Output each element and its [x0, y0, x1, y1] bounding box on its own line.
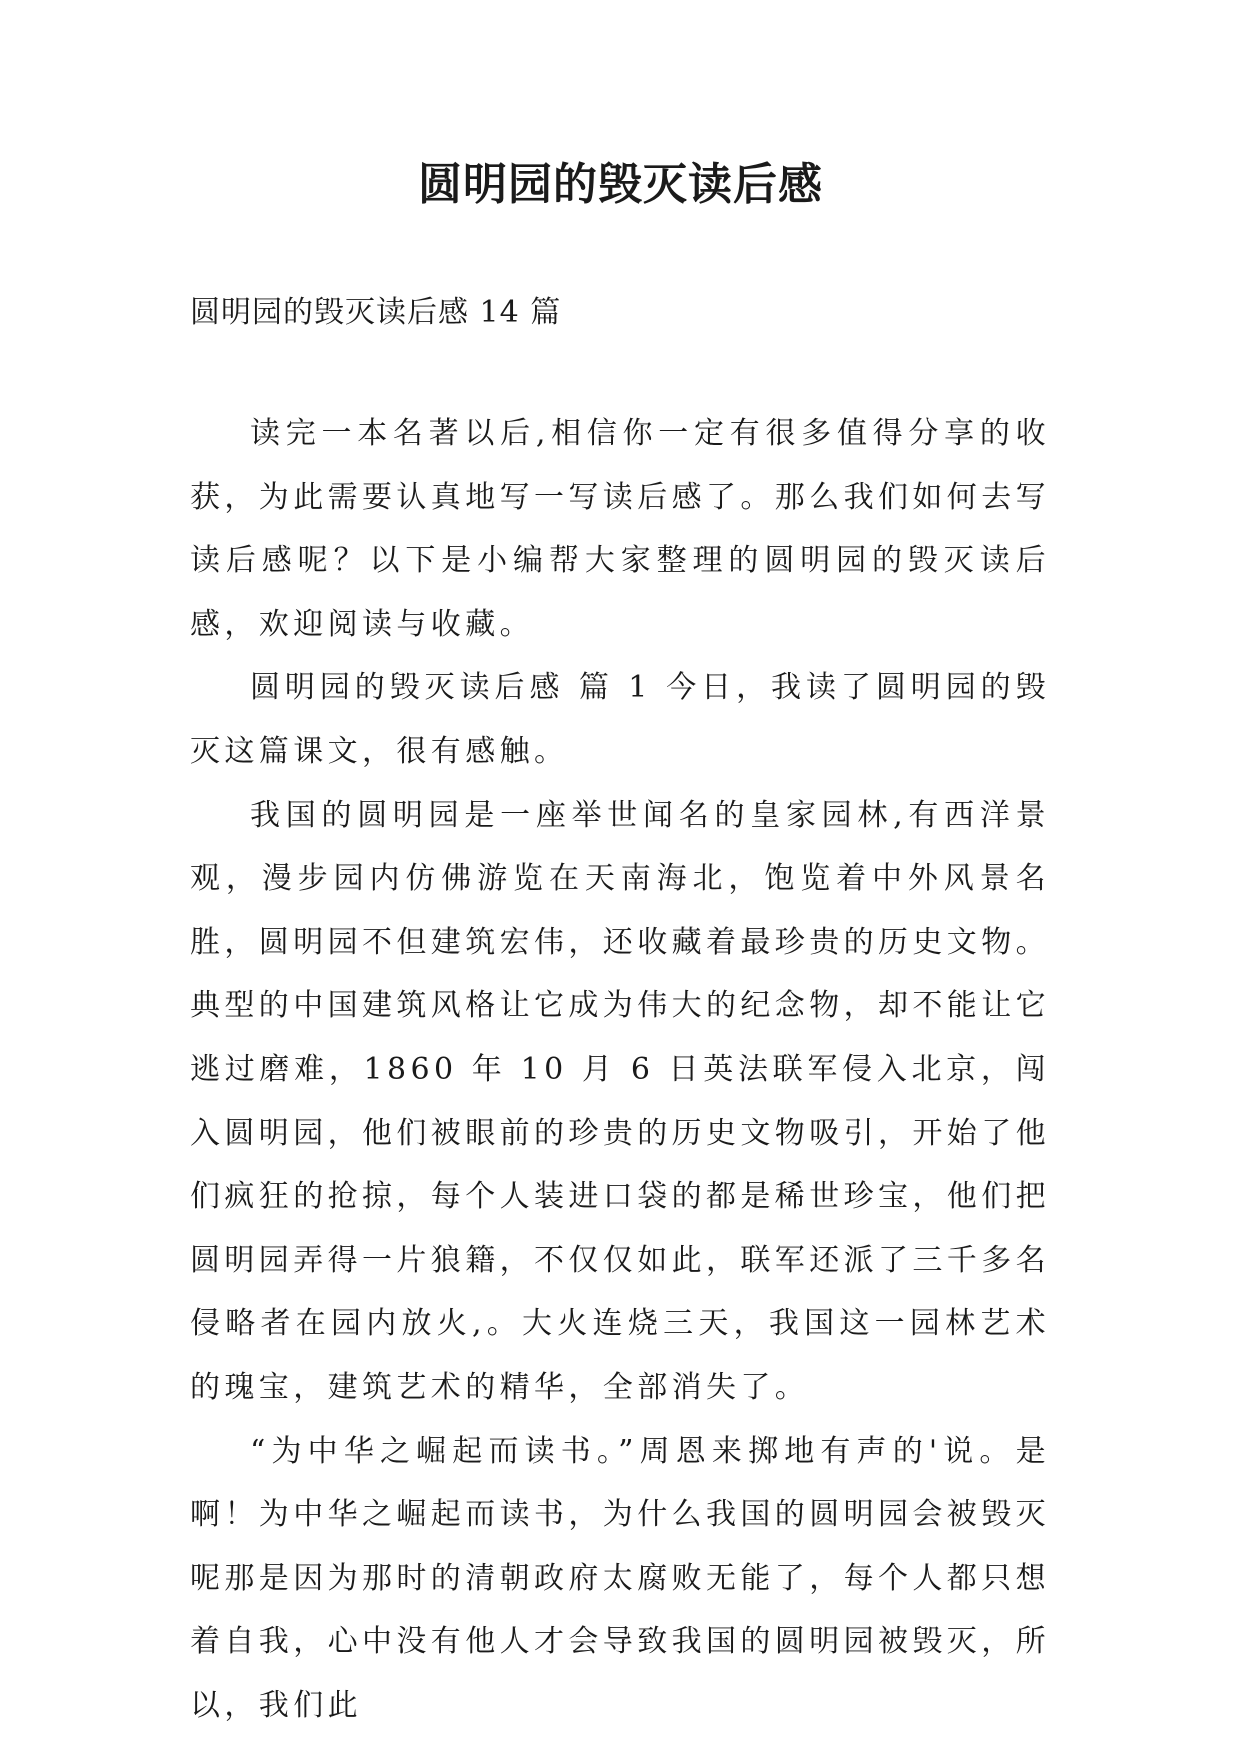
paragraph-intro: 读完一本名著以后,相信你一定有很多值得分享的收获，为此需要认真地写一写读后感了。那么我们如何去写读后感呢？以下是小编帮大家整理的圆明园的毁灭读后感，欢迎阅读与收藏。: [190, 416, 1050, 642]
paragraph-history: 我国的圆明园是一座举世闻名的皇家园林,有西洋景观，漫步园内仿佛游览在天南海北，饱览着中外风景名胜，圆明园不但建筑宏伟，还收藏着最珍贵的历史文物。典型的中国建筑风格让它成为伟大的纪念物，却不能让它逃过磨难，1860 年 10 月 6 日英法联军侵入北京，闯入圆明园，他们被眼前的珍贵的历史文物吸引，开始了他们疯狂的抢掠，每个人装进口袋的都是稀世珍宝，他们把圆明园弄得一片狼籍，不仅仅如此，联军还派了三千多名侵略者在园内放火,。大火连烧三天，我国这一园林艺术的瑰宝，建筑艺术的精华，全部消失了。: [190, 797, 1050, 1405]
document-body: [190, 402, 1050, 1737]
document-title: 圆明园的毁灭读后感: [418, 159, 823, 210]
document-subtitle: 圆明园的毁灭读后感 14 篇: [190, 295, 562, 330]
paragraph-essay-1-heading: 圆明园的毁灭读后感 篇 1 今日，我读了圆明园的毁灭这篇课文，很有感触。: [190, 670, 1050, 769]
paragraph-reflection: “为中华之崛起而读书。”周恩来掷地有声的'说。是啊！为中华之崛起而读书，为什么我国的圆明园会被毁灭呢那是因为那时的清朝政府太腐败无能了，每个人都只想着自我，心中没有他人才会导致我国的圆明园被毁灭，所以，我们此: [190, 1433, 1050, 1723]
